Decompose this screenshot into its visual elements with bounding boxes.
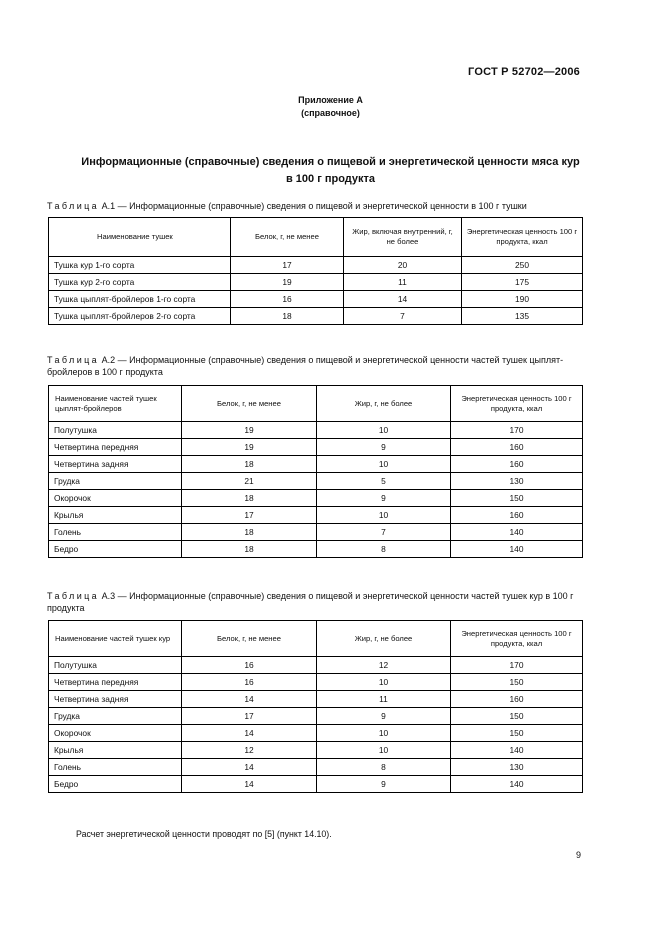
table-row bbox=[49, 725, 583, 742]
table-cell: Четвертина задняя bbox=[49, 456, 182, 473]
table-cell: 7 bbox=[317, 524, 451, 541]
table-a3-header-cell: Белок, г, не менее bbox=[182, 621, 317, 657]
table-cell: Окорочок bbox=[49, 490, 182, 507]
footnote: Расчет энергетической ценности проводят по [5] (пункт 14.10). bbox=[76, 829, 332, 839]
table-cell: 170 bbox=[451, 657, 583, 674]
table-a1-caption-text: А.1 — Информационные (справочные) сведения о пищевой и энергетической ценности в 100 г тушки bbox=[99, 201, 527, 211]
table-cell: 9 bbox=[317, 708, 451, 725]
table-cell: 8 bbox=[317, 759, 451, 776]
table-a2-header-cell: Энергетическая ценность 100 г продукта, ккал bbox=[451, 386, 583, 422]
table-cell: 150 bbox=[451, 708, 583, 725]
table-cell: 10 bbox=[317, 742, 451, 759]
table-cell: Крылья bbox=[49, 507, 182, 524]
table-a1-header-cell: Белок, г, не менее bbox=[231, 218, 344, 257]
table-row bbox=[49, 291, 583, 308]
table-cell: Голень bbox=[49, 524, 182, 541]
table-cell: 130 bbox=[451, 759, 583, 776]
table-cell: 18 bbox=[182, 541, 317, 558]
table-cell: Бедро bbox=[49, 541, 182, 558]
table-cell: 250 bbox=[462, 257, 583, 274]
table-cell: 14 bbox=[182, 725, 317, 742]
table-a2-header-cell: Наименование частей тушек цыплят-бройлеров bbox=[49, 386, 182, 422]
table-a2-header-cell: Белок, г, не менее bbox=[182, 386, 317, 422]
table-row bbox=[49, 691, 583, 708]
table-cell: 11 bbox=[344, 274, 462, 291]
table-cell: 14 bbox=[182, 691, 317, 708]
table-cell: 8 bbox=[317, 541, 451, 558]
table-cell: 12 bbox=[317, 657, 451, 674]
table-cell: 20 bbox=[344, 257, 462, 274]
table-a2-caption-prefix: Таблица bbox=[47, 355, 100, 365]
table-a3-caption-prefix: Таблица bbox=[47, 591, 100, 601]
page-number: 9 bbox=[575, 850, 581, 860]
table-cell: 10 bbox=[317, 507, 451, 524]
table-cell: 16 bbox=[182, 674, 317, 691]
table-a3-header-row bbox=[49, 621, 583, 657]
table-a1-header-cell: Жир, включая внутренний, г, не более bbox=[344, 218, 462, 257]
table-cell: 160 bbox=[451, 691, 583, 708]
table-cell: 18 bbox=[182, 456, 317, 473]
table-cell: Грудка bbox=[49, 708, 182, 725]
table-a1-header-cell: Энергетическая ценность 100 г продукта, ккал bbox=[462, 218, 583, 257]
table-row bbox=[49, 473, 583, 490]
table-cell: 19 bbox=[182, 422, 317, 439]
table-cell: 12 bbox=[182, 742, 317, 759]
table-cell: 14 bbox=[344, 291, 462, 308]
table-cell: 14 bbox=[182, 759, 317, 776]
table-a2-header-cell: Жир, г, не более bbox=[317, 386, 451, 422]
table-cell: 160 bbox=[451, 507, 583, 524]
table-a3-header-cell: Энергетическая ценность 100 г продукта, ккал bbox=[451, 621, 583, 657]
table-cell: 190 bbox=[462, 291, 583, 308]
table-cell: Полутушка bbox=[49, 422, 182, 439]
table-cell: Четвертина передняя bbox=[49, 439, 182, 456]
table-row bbox=[49, 507, 583, 524]
table-cell: 17 bbox=[182, 507, 317, 524]
table-a1 bbox=[48, 217, 583, 325]
table-a1-caption-prefix: Таблица bbox=[47, 201, 100, 211]
table-row bbox=[49, 422, 583, 439]
table-cell: Тушка цыплят-бройлеров 1-го сорта bbox=[49, 291, 231, 308]
table-cell: 175 bbox=[462, 274, 583, 291]
page-title-line1: Информационные (справочные) сведения о пищевой и энергетической ценности мяса кур bbox=[81, 156, 580, 168]
table-cell: 150 bbox=[451, 674, 583, 691]
table-cell: 18 bbox=[231, 308, 344, 325]
table-cell: Полутушка bbox=[49, 657, 182, 674]
table-cell: Тушка кур 2-го сорта bbox=[49, 274, 231, 291]
table-cell: 160 bbox=[451, 456, 583, 473]
table-cell: 5 bbox=[317, 473, 451, 490]
table-a3-caption-text: А.3 — Информационные (справочные) сведения о пищевой и энергетической ценности частей тушек кур в 100 г продукта bbox=[47, 591, 574, 613]
table-a1-caption bbox=[47, 200, 587, 212]
table-row bbox=[49, 308, 583, 325]
table-a1-header-row bbox=[49, 218, 583, 257]
table-a2 bbox=[48, 385, 583, 558]
table-cell: 140 bbox=[451, 776, 583, 793]
table-a3-caption bbox=[47, 590, 587, 614]
appendix-subtitle: (справочное) bbox=[301, 108, 360, 118]
table-cell: 150 bbox=[451, 490, 583, 507]
table-cell: 10 bbox=[317, 674, 451, 691]
table-cell: 7 bbox=[344, 308, 462, 325]
table-cell: 140 bbox=[451, 742, 583, 759]
table-cell: 140 bbox=[451, 541, 583, 558]
table-cell: Бедро bbox=[49, 776, 182, 793]
table-cell: Четвертина передняя bbox=[49, 674, 182, 691]
table-cell: Тушка кур 1-го сорта bbox=[49, 257, 231, 274]
table-cell: 10 bbox=[317, 456, 451, 473]
table-cell: 11 bbox=[317, 691, 451, 708]
table-cell: 9 bbox=[317, 439, 451, 456]
page-title-line2: в 100 г продукта bbox=[285, 173, 376, 185]
table-cell: 17 bbox=[231, 257, 344, 274]
table-a2-caption-text: А.2 — Информационные (справочные) сведения о пищевой и энергетической ценности частей тушек цыплят-бройлеров в 100 г продукта bbox=[47, 355, 564, 377]
document-number: ГОСТ Р 52702—2006 bbox=[468, 66, 580, 78]
table-row bbox=[49, 274, 583, 291]
table-row bbox=[49, 657, 583, 674]
table-cell: 16 bbox=[182, 657, 317, 674]
table-cell: 17 bbox=[182, 708, 317, 725]
table-cell: 21 bbox=[182, 473, 317, 490]
table-cell: Голень bbox=[49, 759, 182, 776]
table-a1-header-cell: Наименование тушек bbox=[49, 218, 231, 257]
table-row bbox=[49, 439, 583, 456]
table-cell: 9 bbox=[317, 490, 451, 507]
table-row bbox=[49, 674, 583, 691]
table-cell: 170 bbox=[451, 422, 583, 439]
table-a2-caption bbox=[47, 354, 587, 378]
table-cell: Тушка цыплят-бройлеров 2-го сорта bbox=[49, 308, 231, 325]
table-cell: 135 bbox=[462, 308, 583, 325]
table-cell: 18 bbox=[182, 524, 317, 541]
table-row bbox=[49, 742, 583, 759]
table-a2-header-row bbox=[49, 386, 583, 422]
table-cell: Окорочок bbox=[49, 725, 182, 742]
appendix-title: Приложение А bbox=[298, 95, 363, 105]
table-row bbox=[49, 490, 583, 507]
table-row bbox=[49, 257, 583, 274]
table-row bbox=[49, 541, 583, 558]
table-row bbox=[49, 759, 583, 776]
table-row bbox=[49, 524, 583, 541]
table-a3-header-cell: Наименование частей тушек кур bbox=[49, 621, 182, 657]
table-cell: 19 bbox=[182, 439, 317, 456]
table-row bbox=[49, 456, 583, 473]
table-cell: Четвертина задняя bbox=[49, 691, 182, 708]
table-row bbox=[49, 708, 583, 725]
table-row bbox=[49, 776, 583, 793]
table-cell: 19 bbox=[231, 274, 344, 291]
table-cell: 10 bbox=[317, 422, 451, 439]
table-cell: Грудка bbox=[49, 473, 182, 490]
table-cell: 18 bbox=[182, 490, 317, 507]
table-a3-header-cell: Жир, г, не более bbox=[317, 621, 451, 657]
table-cell: 130 bbox=[451, 473, 583, 490]
table-cell: 140 bbox=[451, 524, 583, 541]
table-cell: 14 bbox=[182, 776, 317, 793]
table-a3 bbox=[48, 620, 583, 793]
table-cell: 16 bbox=[231, 291, 344, 308]
table-cell: Крылья bbox=[49, 742, 182, 759]
table-cell: 160 bbox=[451, 439, 583, 456]
table-cell: 150 bbox=[451, 725, 583, 742]
table-cell: 10 bbox=[317, 725, 451, 742]
table-cell: 9 bbox=[317, 776, 451, 793]
